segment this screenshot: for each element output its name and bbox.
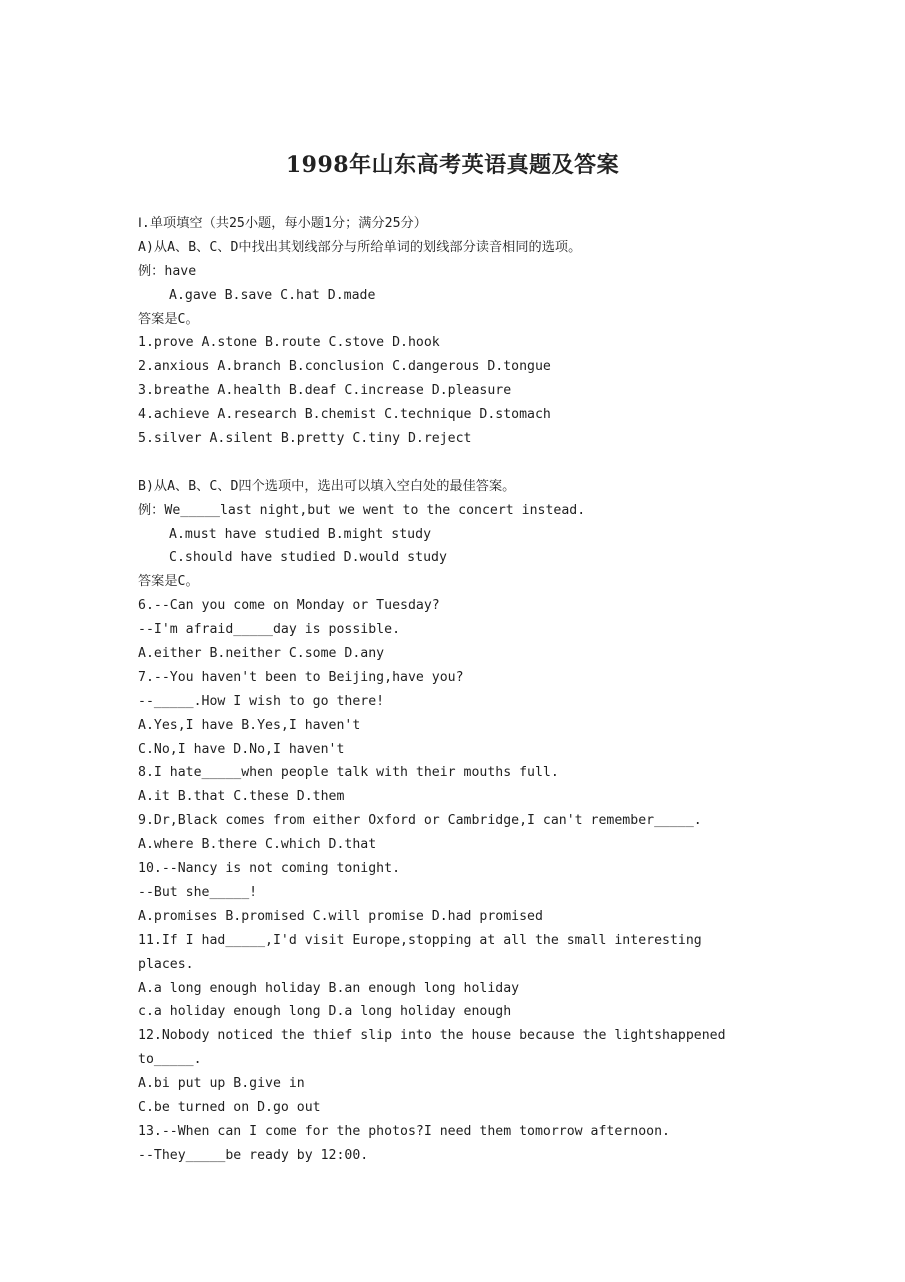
question-line: C.be turned on D.go out [138, 1099, 321, 1115]
part-b-instruction: B)从A、B、C、D四个选项中，选出可以填入空白处的最佳答案。 [138, 478, 516, 494]
question-line: 1.prove A.stone B.route C.stove D.hook [138, 335, 440, 351]
document-title: 1998年山东高考英语真题及答案 [285, 152, 620, 178]
question-line: 10.--Nancy is not coming tonight. [138, 861, 401, 877]
question-line: 5.silver A.silent B.pretty C.tiny D.reject [138, 431, 472, 447]
question-line: A.promises B.promised C.will promise D.had promised [138, 908, 543, 924]
question-line: 8.I hate_____when people talk with their mouths full. [138, 765, 559, 781]
question-line: --_____.How I wish to go there! [138, 693, 385, 709]
question-line: 7.--You haven't been to Beijing,have you? [138, 669, 464, 685]
question-line: places. [138, 956, 194, 972]
question-line: 11.If I had_____,I'd visit Europe,stopping at all the small interesting [138, 932, 702, 948]
question-line: A.where B.there C.which D.that [138, 837, 377, 853]
question-line: A.bi put up B.give in [138, 1076, 305, 1092]
part-b-example-stem: 例：We_____last night,but we went to the concert instead. [138, 502, 586, 518]
part-a-example-options: A.gave B.save C.hat D.made [169, 287, 376, 303]
question-line: 4.achieve A.research B.chemist C.technique D.stomach [138, 407, 551, 423]
question-line: A.either B.neither C.some D.any [138, 646, 385, 662]
document-body [138, 212, 758, 1168]
question-line: --They_____be ready by 12:00. [138, 1147, 369, 1163]
question-line: A.Yes,I have B.Yes,I haven't [138, 717, 361, 733]
part-a-example-answer: 答案是C。 [138, 311, 199, 327]
question-line: c.a holiday enough long D.a long holiday enough [138, 1004, 512, 1020]
part-a-example-label: 例：have [138, 263, 197, 279]
part-a-instruction: A)从A、B、C、D中找出其划线部分与所给单词的划线部分读音相同的选项。 [138, 239, 582, 255]
question-line: A.it B.that C.these D.them [138, 789, 345, 805]
section-heading: Ⅰ.单项填空（共25小题，每小题1分；满分25分） [138, 216, 427, 231]
question-line: 3.breathe A.health B.deaf C.increase D.pleasure [138, 383, 512, 399]
question-line: to_____. [138, 1052, 202, 1068]
question-line: --But she_____! [138, 884, 258, 900]
question-line: C.No,I have D.No,I haven't [138, 741, 345, 757]
part-b-example-answer: 答案是C。 [138, 574, 199, 590]
question-line: --I'm afraid_____day is possible. [138, 622, 401, 638]
question-line: 12.Nobody noticed the thief slip into the house because the lightshappened [138, 1028, 726, 1044]
question-line: 2.anxious A.branch B.conclusion C.dangerous D.tongue [138, 359, 551, 375]
part-b-example-options: A.must have studied B.might study [169, 526, 432, 542]
part-b-example-options: C.should have studied D.would study [169, 550, 447, 566]
spacer [138, 451, 758, 475]
question-line: 6.--Can you come on Monday or Tuesday? [138, 598, 440, 614]
question-line: A.a long enough holiday B.an enough long holiday [138, 980, 520, 996]
question-line: 9.Dr,Black comes from either Oxford or Cambridge,I can't remember_____. [138, 813, 702, 829]
question-line: 13.--When can I come for the photos?I need them tomorrow afternoon. [138, 1123, 670, 1139]
